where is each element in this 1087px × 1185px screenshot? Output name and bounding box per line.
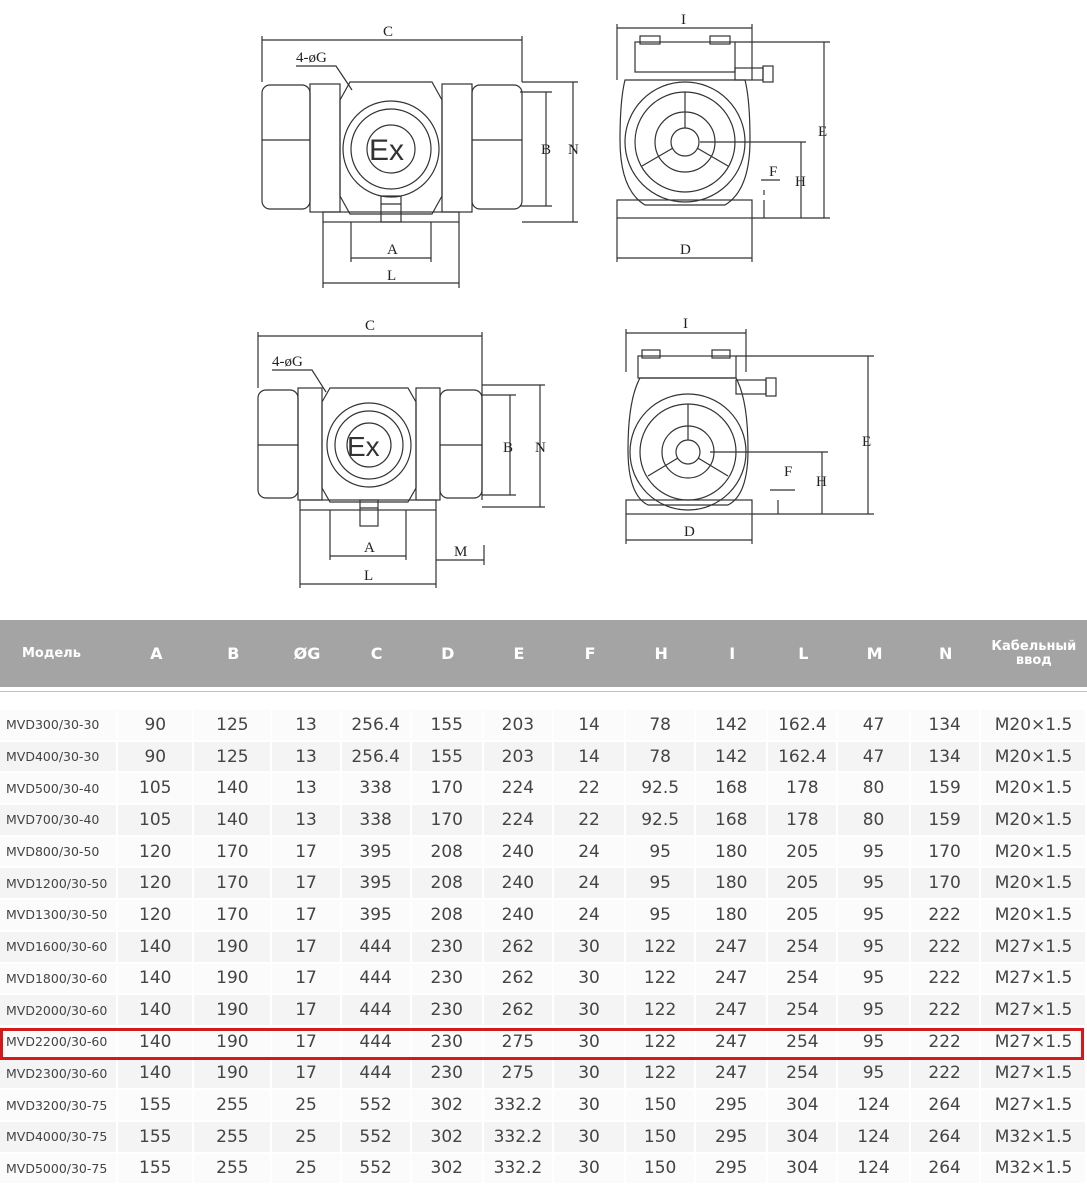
value-cell: 17 — [272, 995, 341, 1027]
value-cell: 247 — [696, 995, 768, 1027]
svg-text:L: L — [364, 568, 374, 584]
value-cell: M27×1.5 — [981, 1027, 1087, 1059]
model-cell: MVD1600/30-60 — [0, 932, 118, 964]
value-cell: 95 — [838, 900, 910, 932]
value-cell: 80 — [838, 773, 910, 805]
value-cell: M27×1.5 — [981, 1059, 1087, 1091]
value-cell: 444 — [342, 1027, 412, 1059]
value-cell: 47 — [838, 710, 910, 742]
value-cell: 159 — [911, 805, 981, 837]
value-cell: 150 — [626, 1122, 696, 1154]
svg-text:L: L — [387, 268, 397, 284]
value-cell: 302 — [412, 1122, 484, 1154]
value-cell: 150 — [626, 1090, 696, 1122]
header-n: N — [911, 620, 981, 691]
value-cell: M27×1.5 — [981, 932, 1087, 964]
value-cell: 444 — [342, 932, 412, 964]
value-cell: 240 — [484, 900, 554, 932]
value-cell: 230 — [412, 964, 484, 996]
value-cell: M20×1.5 — [981, 710, 1087, 742]
value-cell: 552 — [342, 1122, 412, 1154]
value-cell: 256.4 — [342, 742, 412, 774]
value-cell: 332.2 — [484, 1154, 554, 1185]
value-cell: 124 — [838, 1154, 910, 1185]
table-row — [0, 1122, 1087, 1154]
value-cell: 95 — [838, 1027, 910, 1059]
value-cell: 295 — [696, 1122, 768, 1154]
value-cell: 142 — [696, 742, 768, 774]
table-row — [0, 868, 1087, 900]
value-cell: 190 — [194, 1059, 272, 1091]
svg-text:M: M — [454, 544, 468, 560]
value-cell: 338 — [342, 773, 412, 805]
value-cell: 95 — [626, 837, 696, 869]
value-cell: 180 — [696, 868, 768, 900]
value-cell: 30 — [554, 1059, 626, 1091]
svg-text:A: A — [364, 540, 375, 556]
value-cell: 95 — [838, 964, 910, 996]
value-cell: 30 — [554, 1027, 626, 1059]
value-cell: 170 — [911, 837, 981, 869]
value-cell: 224 — [484, 805, 554, 837]
value-cell: 17 — [272, 837, 341, 869]
header-a: A — [118, 620, 194, 691]
value-cell: 120 — [118, 900, 194, 932]
value-cell: 22 — [554, 805, 626, 837]
value-cell: 247 — [696, 964, 768, 996]
value-cell: 190 — [194, 1027, 272, 1059]
model-cell: MVD700/30-40 — [0, 805, 118, 837]
value-cell: 25 — [272, 1154, 341, 1185]
value-cell: 254 — [768, 964, 838, 996]
svg-text:C: C — [383, 24, 394, 40]
value-cell: 230 — [412, 1027, 484, 1059]
value-cell: 78 — [626, 710, 696, 742]
value-cell: 47 — [838, 742, 910, 774]
value-cell: 203 — [484, 710, 554, 742]
value-cell: 180 — [696, 900, 768, 932]
table-header-row — [0, 620, 1087, 691]
value-cell: 178 — [768, 773, 838, 805]
value-cell: 140 — [118, 1059, 194, 1091]
value-cell: 24 — [554, 900, 626, 932]
header-b: B — [194, 620, 272, 691]
value-cell: 120 — [118, 837, 194, 869]
svg-text:A: A — [387, 242, 398, 258]
value-cell: 224 — [484, 773, 554, 805]
value-cell: 162.4 — [768, 742, 838, 774]
value-cell: 80 — [838, 805, 910, 837]
value-cell: 25 — [272, 1122, 341, 1154]
value-cell: 295 — [696, 1154, 768, 1185]
value-cell: 30 — [554, 1154, 626, 1185]
value-cell: M20×1.5 — [981, 868, 1087, 900]
value-cell: 155 — [118, 1122, 194, 1154]
value-cell: 240 — [484, 837, 554, 869]
value-cell: 24 — [554, 837, 626, 869]
model-cell: MVD3200/30-75 — [0, 1090, 118, 1122]
header-e: E — [484, 620, 554, 691]
table-row — [0, 1090, 1087, 1122]
table-row — [0, 932, 1087, 964]
value-cell: 30 — [554, 995, 626, 1027]
value-cell: 222 — [911, 995, 981, 1027]
model-cell: MVD300/30-30 — [0, 710, 118, 742]
value-cell: 95 — [838, 1059, 910, 1091]
side-view-top — [617, 24, 830, 262]
header-h: H — [626, 620, 696, 691]
value-cell: 134 — [911, 710, 981, 742]
value-cell: 240 — [484, 868, 554, 900]
value-cell: 170 — [194, 900, 272, 932]
header-cable-entry: Кабельный ввод — [981, 620, 1087, 691]
value-cell: 125 — [194, 710, 272, 742]
svg-text:E: E — [818, 124, 828, 140]
svg-text:D: D — [680, 242, 691, 258]
value-cell: 230 — [412, 995, 484, 1027]
value-cell: 395 — [342, 868, 412, 900]
value-cell: 122 — [626, 1059, 696, 1091]
table-row — [0, 1027, 1087, 1059]
value-cell: 24 — [554, 868, 626, 900]
value-cell: 205 — [768, 837, 838, 869]
value-cell: 247 — [696, 1059, 768, 1091]
value-cell: 222 — [911, 900, 981, 932]
value-cell: 168 — [696, 773, 768, 805]
svg-text:B: B — [503, 440, 514, 456]
header-l: L — [768, 620, 838, 691]
value-cell: 17 — [272, 868, 341, 900]
value-cell: 168 — [696, 805, 768, 837]
value-cell: 262 — [484, 932, 554, 964]
value-cell: 295 — [696, 1090, 768, 1122]
value-cell: 222 — [911, 1027, 981, 1059]
value-cell: 17 — [272, 1027, 341, 1059]
svg-text:I: I — [683, 316, 688, 332]
value-cell: 122 — [626, 932, 696, 964]
svg-text:Ex: Ex — [369, 134, 405, 167]
table-row — [0, 900, 1087, 932]
value-cell: 444 — [342, 964, 412, 996]
value-cell: 222 — [911, 932, 981, 964]
value-cell: 190 — [194, 964, 272, 996]
value-cell: 95 — [838, 995, 910, 1027]
value-cell: 255 — [194, 1122, 272, 1154]
model-cell: MVD1200/30-50 — [0, 868, 118, 900]
value-cell: 302 — [412, 1090, 484, 1122]
header-model: Модель — [0, 620, 118, 691]
value-cell: 155 — [118, 1090, 194, 1122]
front-view-top — [262, 36, 578, 288]
value-cell: 170 — [412, 773, 484, 805]
value-cell: M27×1.5 — [981, 995, 1087, 1027]
value-cell: 124 — [838, 1090, 910, 1122]
value-cell: 205 — [768, 900, 838, 932]
value-cell: 30 — [554, 1090, 626, 1122]
header-g: ØG — [272, 620, 341, 691]
model-cell: MVD4000/30-75 — [0, 1122, 118, 1154]
model-cell: MVD400/30-30 — [0, 742, 118, 774]
value-cell: 302 — [412, 1154, 484, 1185]
value-cell: 178 — [768, 805, 838, 837]
table-row — [0, 995, 1087, 1027]
svg-text:F: F — [769, 164, 778, 180]
svg-text:4-øG: 4-øG — [272, 354, 303, 370]
value-cell: 95 — [626, 900, 696, 932]
value-cell: M27×1.5 — [981, 964, 1087, 996]
value-cell: 190 — [194, 932, 272, 964]
value-cell: 17 — [272, 900, 341, 932]
value-cell: M32×1.5 — [981, 1122, 1087, 1154]
header-c: C — [342, 620, 412, 691]
value-cell: 122 — [626, 995, 696, 1027]
value-cell: 14 — [554, 742, 626, 774]
value-cell: 264 — [911, 1154, 981, 1185]
value-cell: 332.2 — [484, 1122, 554, 1154]
value-cell: 95 — [838, 868, 910, 900]
value-cell: 264 — [911, 1090, 981, 1122]
side-view-bottom — [626, 329, 874, 544]
value-cell: 180 — [696, 837, 768, 869]
value-cell: 254 — [768, 1059, 838, 1091]
value-cell: 444 — [342, 1059, 412, 1091]
svg-text:E: E — [862, 434, 872, 450]
table-row — [0, 1154, 1087, 1185]
svg-text:D: D — [684, 524, 695, 540]
svg-text:B: B — [541, 142, 552, 158]
svg-text:F: F — [784, 464, 793, 480]
value-cell: 78 — [626, 742, 696, 774]
value-cell: 92.5 — [626, 805, 696, 837]
value-cell: 255 — [194, 1154, 272, 1185]
value-cell: 122 — [626, 1027, 696, 1059]
value-cell: 105 — [118, 805, 194, 837]
value-cell: 22 — [554, 773, 626, 805]
value-cell: 247 — [696, 1027, 768, 1059]
value-cell: 140 — [194, 773, 272, 805]
svg-text:4-øG: 4-øG — [296, 50, 327, 66]
svg-text:N: N — [535, 440, 546, 456]
model-cell: MVD2000/30-60 — [0, 995, 118, 1027]
value-cell: 190 — [194, 995, 272, 1027]
value-cell: 155 — [412, 742, 484, 774]
value-cell: 125 — [194, 742, 272, 774]
value-cell: 140 — [118, 964, 194, 996]
value-cell: 150 — [626, 1154, 696, 1185]
value-cell: 395 — [342, 900, 412, 932]
value-cell: 254 — [768, 1027, 838, 1059]
value-cell: 92.5 — [626, 773, 696, 805]
value-cell: 134 — [911, 742, 981, 774]
value-cell: 122 — [626, 964, 696, 996]
value-cell: 170 — [412, 805, 484, 837]
value-cell: 230 — [412, 1059, 484, 1091]
model-cell: MVD5000/30-75 — [0, 1154, 118, 1185]
value-cell: 264 — [911, 1122, 981, 1154]
drawing-labels — [272, 12, 871, 584]
value-cell: 332.2 — [484, 1090, 554, 1122]
value-cell: 208 — [412, 837, 484, 869]
value-cell: 95 — [626, 868, 696, 900]
value-cell: 254 — [768, 932, 838, 964]
value-cell: 222 — [911, 964, 981, 996]
value-cell: 304 — [768, 1154, 838, 1185]
model-cell: MVD1300/30-50 — [0, 900, 118, 932]
value-cell: 13 — [272, 710, 341, 742]
svg-text:C: C — [365, 318, 376, 334]
value-cell: 25 — [272, 1090, 341, 1122]
header-separator — [0, 691, 1087, 710]
value-cell: 90 — [118, 742, 194, 774]
value-cell: 13 — [272, 805, 341, 837]
table-row — [0, 773, 1087, 805]
value-cell: 256.4 — [342, 710, 412, 742]
value-cell: 170 — [194, 837, 272, 869]
value-cell: 222 — [911, 1059, 981, 1091]
value-cell: 552 — [342, 1154, 412, 1185]
value-cell: 170 — [194, 868, 272, 900]
header-d: D — [412, 620, 484, 691]
value-cell: 170 — [911, 868, 981, 900]
value-cell: M27×1.5 — [981, 1090, 1087, 1122]
value-cell: 338 — [342, 805, 412, 837]
model-cell: MVD2200/30-60 — [0, 1027, 118, 1059]
value-cell: 155 — [412, 710, 484, 742]
value-cell: 120 — [118, 868, 194, 900]
value-cell: 13 — [272, 773, 341, 805]
value-cell: 30 — [554, 1122, 626, 1154]
table-row — [0, 710, 1087, 742]
value-cell: 552 — [342, 1090, 412, 1122]
svg-text:Ex: Ex — [347, 431, 380, 462]
value-cell: 90 — [118, 710, 194, 742]
value-cell: 304 — [768, 1090, 838, 1122]
value-cell: 255 — [194, 1090, 272, 1122]
value-cell: M20×1.5 — [981, 837, 1087, 869]
table-row — [0, 742, 1087, 774]
value-cell: 203 — [484, 742, 554, 774]
svg-text:H: H — [795, 174, 806, 190]
value-cell: M20×1.5 — [981, 900, 1087, 932]
value-cell: M32×1.5 — [981, 1154, 1087, 1185]
value-cell: 30 — [554, 964, 626, 996]
value-cell: 444 — [342, 995, 412, 1027]
value-cell: M20×1.5 — [981, 742, 1087, 774]
value-cell: 208 — [412, 868, 484, 900]
table-row — [0, 964, 1087, 996]
value-cell: 275 — [484, 1059, 554, 1091]
value-cell: M20×1.5 — [981, 805, 1087, 837]
value-cell: 230 — [412, 932, 484, 964]
value-cell: 142 — [696, 710, 768, 742]
model-cell: MVD500/30-40 — [0, 773, 118, 805]
value-cell: 262 — [484, 964, 554, 996]
value-cell: 140 — [118, 1027, 194, 1059]
model-cell: MVD1800/30-60 — [0, 964, 118, 996]
model-cell: MVD2300/30-60 — [0, 1059, 118, 1091]
table-row — [0, 1059, 1087, 1091]
value-cell: 140 — [118, 995, 194, 1027]
value-cell: 254 — [768, 995, 838, 1027]
svg-text:N: N — [568, 142, 579, 158]
value-cell: 124 — [838, 1122, 910, 1154]
value-cell: 140 — [194, 805, 272, 837]
value-cell: M20×1.5 — [981, 773, 1087, 805]
model-cell: MVD800/30-50 — [0, 837, 118, 869]
value-cell: 155 — [118, 1154, 194, 1185]
value-cell: 162.4 — [768, 710, 838, 742]
svg-text:I: I — [681, 12, 686, 28]
svg-text:H: H — [816, 474, 827, 490]
value-cell: 14 — [554, 710, 626, 742]
value-cell: 159 — [911, 773, 981, 805]
front-view-bottom — [258, 332, 545, 588]
value-cell: 30 — [554, 932, 626, 964]
table-row — [0, 805, 1087, 837]
table-row — [0, 837, 1087, 869]
value-cell: 95 — [838, 837, 910, 869]
value-cell: 140 — [118, 932, 194, 964]
value-cell: 17 — [272, 964, 341, 996]
value-cell: 95 — [838, 932, 910, 964]
header-m: M — [838, 620, 910, 691]
value-cell: 13 — [272, 742, 341, 774]
value-cell: 275 — [484, 1027, 554, 1059]
value-cell: 395 — [342, 837, 412, 869]
value-cell: 205 — [768, 868, 838, 900]
header-f: F — [554, 620, 626, 691]
value-cell: 17 — [272, 1059, 341, 1091]
spec-table — [0, 620, 1087, 1185]
value-cell: 247 — [696, 932, 768, 964]
value-cell: 262 — [484, 995, 554, 1027]
value-cell: 208 — [412, 900, 484, 932]
value-cell: 17 — [272, 932, 341, 964]
value-cell: 304 — [768, 1122, 838, 1154]
value-cell: 105 — [118, 773, 194, 805]
header-i: I — [696, 620, 768, 691]
